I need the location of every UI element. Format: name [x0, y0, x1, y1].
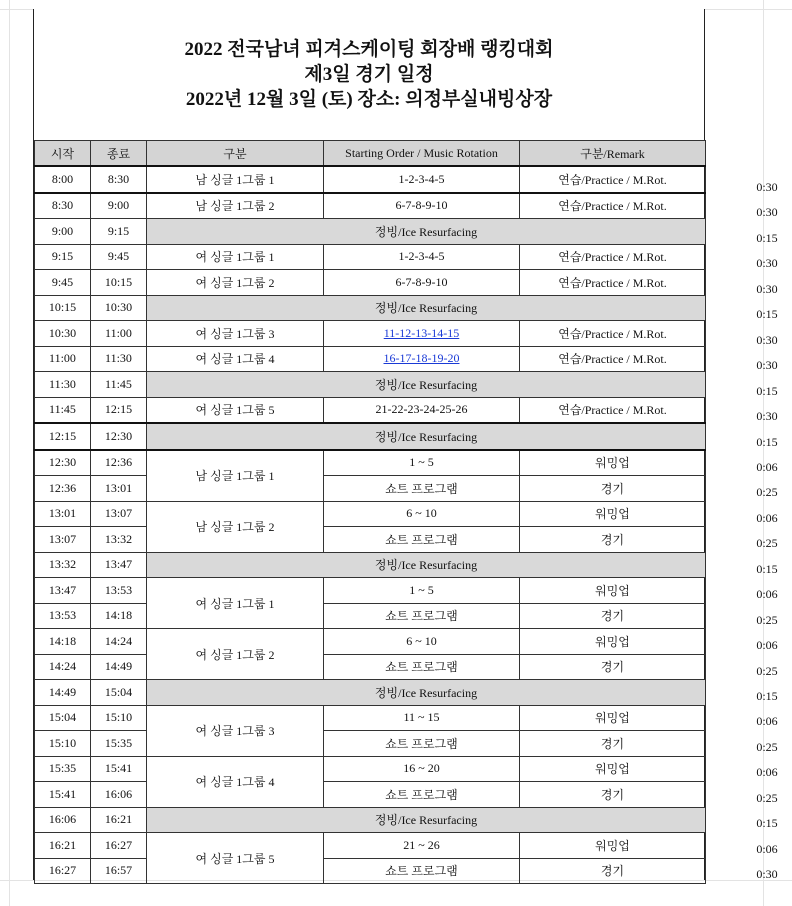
start-time-cell: 12:36 [35, 476, 91, 502]
resurfacing-row [35, 807, 706, 833]
resurfacing-row [35, 372, 706, 398]
start-time-cell: 16:27 [35, 858, 91, 884]
ice-resurfacing-cell: 정빙/Ice Resurfacing [147, 295, 706, 321]
schedule-table [34, 140, 706, 884]
table-row [35, 578, 706, 604]
starting-order-cell: 1-2-3-4-5 [324, 166, 520, 193]
duration-value: 0:25 [756, 485, 778, 500]
start-time-cell: 11:00 [35, 346, 91, 372]
ice-resurfacing-cell: 정빙/Ice Resurfacing [147, 807, 706, 833]
starting-order-cell: 21-22-23-24-25-26 [324, 397, 520, 423]
resurfacing-row [35, 295, 706, 321]
remark-cell: 워밍업 [520, 833, 706, 859]
remark-cell: 연습/Practice / M.Rot. [520, 244, 706, 270]
duration-value: 0:06 [756, 714, 778, 729]
end-time-cell: 15:04 [91, 680, 147, 706]
duration-value: 0:15 [756, 561, 778, 576]
end-time-cell: 12:30 [91, 423, 147, 450]
event-title: 2022 전국남녀 피겨스케이팅 회장배 랭킹대회 [184, 39, 554, 60]
end-time-cell: 16:27 [91, 833, 147, 859]
header-order: Starting Order / Music Rotation [324, 141, 520, 167]
start-time-cell: 8:30 [35, 193, 91, 219]
division-cell: 남 싱글 1그룹 1 [147, 450, 324, 502]
start-time-cell: 14:24 [35, 654, 91, 680]
duration-value: 0:06 [756, 841, 778, 856]
start-time-cell: 16:21 [35, 833, 91, 859]
ice-resurfacing-cell: 정빙/Ice Resurfacing [147, 423, 706, 450]
table-row [35, 193, 706, 219]
starting-order-cell: 쇼트 프로그램 [324, 731, 520, 757]
table-row [35, 629, 706, 655]
table-row [35, 166, 706, 193]
table-row [35, 654, 706, 680]
start-time-cell: 12:30 [35, 450, 91, 476]
duration-value: 0:25 [756, 790, 778, 805]
duration-value: 0:06 [756, 459, 778, 474]
remark-cell: 워밍업 [520, 578, 706, 604]
duration-value: 0:30 [756, 205, 778, 220]
duration-value: 0:06 [756, 587, 778, 602]
duration-value: 0:06 [756, 638, 778, 653]
starting-order-cell: 1-2-3-4-5 [324, 244, 520, 270]
duration-value: 0:30 [756, 358, 778, 373]
division-cell: 여 싱글 1그룹 1 [147, 578, 324, 629]
duration-value: 0:15 [756, 689, 778, 703]
starting-order-cell: 쇼트 프로그램 [324, 654, 520, 680]
table-row [35, 270, 706, 296]
end-time-cell: 13:32 [91, 527, 147, 553]
division-cell: 여 싱글 1그룹 5 [147, 833, 324, 884]
starting-order-cell: 11 ~ 15 [324, 705, 520, 731]
duration-value: 0:25 [756, 536, 778, 551]
remark-cell: 워밍업 [520, 756, 706, 782]
division-cell: 여 싱글 1그룹 2 [147, 629, 324, 680]
table-row [35, 321, 706, 347]
starting-order-cell: 6-7-8-9-10 [324, 193, 520, 219]
division-cell: 여 싱글 1그룹 4 [147, 756, 324, 807]
division-cell: 여 싱글 1그룹 3 [147, 705, 324, 756]
end-time-cell: 15:41 [91, 756, 147, 782]
division-cell: 여 싱글 1그룹 5 [147, 397, 324, 423]
duration-value: 0:30 [756, 281, 778, 296]
remark-cell: 워밍업 [520, 501, 706, 527]
end-time-cell: 13:07 [91, 501, 147, 527]
start-time-cell: 15:04 [35, 705, 91, 731]
end-time-cell: 16:21 [91, 807, 147, 833]
starting-order-link[interactable]: 11-12-13-14-15 [383, 325, 460, 340]
start-time-cell: 9:15 [35, 244, 91, 270]
remark-cell: 경기 [520, 527, 706, 553]
end-time-cell: 16:57 [91, 858, 147, 884]
duration-value: 0:15 [756, 383, 778, 398]
duration-value: 0:30 [756, 256, 778, 271]
remark-cell: 연습/Practice / M.Rot. [520, 397, 706, 423]
table-row [35, 501, 706, 527]
duration-value: 0:30 [756, 180, 778, 194]
table-row [35, 782, 706, 808]
ice-resurfacing-cell: 정빙/Ice Resurfacing [147, 219, 706, 245]
duration-value: 0:15 [756, 434, 778, 449]
starting-order-cell: 21 ~ 26 [324, 833, 520, 859]
division-cell: 남 싱글 1그룹 1 [147, 166, 324, 193]
start-time-cell: 11:30 [35, 372, 91, 398]
end-time-cell: 9:00 [91, 193, 147, 219]
start-time-cell: 15:10 [35, 731, 91, 757]
start-time-cell: 10:30 [35, 321, 91, 347]
header-remark: 구분/Remark [520, 141, 706, 167]
starting-order-cell: 쇼트 프로그램 [324, 603, 520, 629]
table-row [35, 731, 706, 757]
start-time-cell: 16:06 [35, 807, 91, 833]
end-time-cell: 15:35 [91, 731, 147, 757]
ice-resurfacing-cell: 정빙/Ice Resurfacing [147, 372, 706, 398]
starting-order-cell: 6-7-8-9-10 [324, 270, 520, 296]
remark-cell: 경기 [520, 603, 706, 629]
duration-value: 0:15 [756, 307, 778, 322]
ice-resurfacing-cell: 정빙/Ice Resurfacing [147, 552, 706, 578]
end-time-cell: 11:30 [91, 346, 147, 372]
start-time-cell: 10:15 [35, 295, 91, 321]
remark-cell: 워밍업 [520, 705, 706, 731]
table-row [35, 603, 706, 629]
end-time-cell: 16:06 [91, 782, 147, 808]
table-row [35, 858, 706, 884]
remark-cell: 경기 [520, 731, 706, 757]
header-end: 종료 [91, 141, 147, 167]
end-time-cell: 9:15 [91, 219, 147, 245]
starting-order-cell: 6 ~ 10 [324, 629, 520, 655]
table-row [35, 705, 706, 731]
remark-cell: 워밍업 [520, 629, 706, 655]
resurfacing-row [35, 219, 706, 245]
division-cell: 남 싱글 1그룹 2 [147, 501, 324, 552]
starting-order-cell [324, 321, 520, 347]
remark-cell: 연습/Practice / M.Rot. [520, 346, 706, 372]
end-time-cell: 15:10 [91, 705, 147, 731]
start-time-cell: 15:35 [35, 756, 91, 782]
end-time-cell: 10:30 [91, 295, 147, 321]
start-time-cell: 13:01 [35, 501, 91, 527]
end-time-cell: 14:18 [91, 603, 147, 629]
starting-order-cell: 1 ~ 5 [324, 578, 520, 604]
end-time-cell: 9:45 [91, 244, 147, 270]
day-title: 제3일 경기 일정 [304, 64, 434, 85]
remark-cell: 연습/Practice / M.Rot. [520, 270, 706, 296]
starting-order-cell [324, 346, 520, 372]
table-row [35, 346, 706, 372]
table-row [35, 527, 706, 553]
remark-cell: 경기 [520, 654, 706, 680]
header-row [35, 141, 706, 167]
division-cell: 여 싱글 1그룹 2 [147, 270, 324, 296]
duration-value: 0:25 [756, 612, 778, 627]
end-time-cell: 12:15 [91, 397, 147, 423]
starting-order-cell: 6 ~ 10 [324, 501, 520, 527]
end-time-cell: 11:00 [91, 321, 147, 347]
header-division: 구분 [147, 141, 324, 167]
resurfacing-row [35, 552, 706, 578]
starting-order-cell: 쇼트 프로그램 [324, 527, 520, 553]
end-time-cell: 8:30 [91, 166, 147, 193]
start-time-cell: 13:47 [35, 578, 91, 604]
table-row [35, 833, 706, 859]
schedule-body [35, 166, 706, 884]
start-time-cell: 14:18 [35, 629, 91, 655]
remark-cell: 워밍업 [520, 450, 706, 476]
duration-value: 0:25 [756, 663, 778, 678]
start-time-cell: 12:15 [35, 423, 91, 450]
table-row [35, 476, 706, 502]
end-time-cell: 12:36 [91, 450, 147, 476]
remark-cell: 연습/Practice / M.Rot. [520, 166, 706, 193]
starting-order-cell: 16 ~ 20 [324, 756, 520, 782]
duration-value: 0:30 [756, 867, 778, 882]
end-time-cell: 13:01 [91, 476, 147, 502]
duration-value: 0:30 [756, 409, 778, 424]
end-time-cell: 11:45 [91, 372, 147, 398]
date-venue: 2022년 12월 3일 (토) 장소: 의정부실내빙상장 [185, 89, 553, 110]
division-cell: 여 싱글 1그룹 4 [147, 346, 324, 372]
header-start: 시작 [35, 141, 91, 167]
start-time-cell: 14:49 [35, 680, 91, 706]
duration-value: 0:15 [756, 816, 778, 831]
end-time-cell: 14:24 [91, 629, 147, 655]
schedule-sheet [33, 9, 778, 882]
resurfacing-row [35, 680, 706, 706]
end-time-cell: 10:15 [91, 270, 147, 296]
duration-value: 0:06 [756, 765, 778, 780]
start-time-cell: 15:41 [35, 782, 91, 808]
ice-resurfacing-cell: 정빙/Ice Resurfacing [147, 680, 706, 706]
division-cell: 남 싱글 1그룹 2 [147, 193, 324, 219]
table-row [35, 450, 706, 476]
starting-order-link[interactable]: 16-17-18-19-20 [383, 351, 460, 366]
start-time-cell: 13:53 [35, 603, 91, 629]
division-cell: 여 싱글 1그룹 3 [147, 321, 324, 347]
start-time-cell: 13:07 [35, 527, 91, 553]
starting-order-cell: 1 ~ 5 [324, 450, 520, 476]
table-row [35, 244, 706, 270]
duration-value: 0:06 [756, 510, 778, 525]
starting-order-cell: 쇼트 프로그램 [324, 858, 520, 884]
start-time-cell: 8:00 [35, 166, 91, 193]
end-time-cell: 13:53 [91, 578, 147, 604]
remark-cell: 경기 [520, 782, 706, 808]
remark-cell: 경기 [520, 858, 706, 884]
remark-cell: 연습/Practice / M.Rot. [520, 193, 706, 219]
title-block [34, 37, 704, 112]
end-time-cell: 14:49 [91, 654, 147, 680]
duration-value: 0:15 [756, 230, 778, 245]
duration-value: 0:25 [756, 739, 778, 754]
table-row [35, 397, 706, 423]
starting-order-cell: 쇼트 프로그램 [324, 782, 520, 808]
table-row [35, 756, 706, 782]
duration-value: 0:30 [756, 332, 778, 347]
start-time-cell: 11:45 [35, 397, 91, 423]
end-time-cell: 13:47 [91, 552, 147, 578]
remark-cell: 경기 [520, 476, 706, 502]
start-time-cell: 13:32 [35, 552, 91, 578]
remark-cell: 연습/Practice / M.Rot. [520, 321, 706, 347]
division-cell: 여 싱글 1그룹 1 [147, 244, 324, 270]
resurfacing-row [35, 423, 706, 450]
starting-order-cell: 쇼트 프로그램 [324, 476, 520, 502]
start-time-cell: 9:00 [35, 219, 91, 245]
start-time-cell: 9:45 [35, 270, 91, 296]
